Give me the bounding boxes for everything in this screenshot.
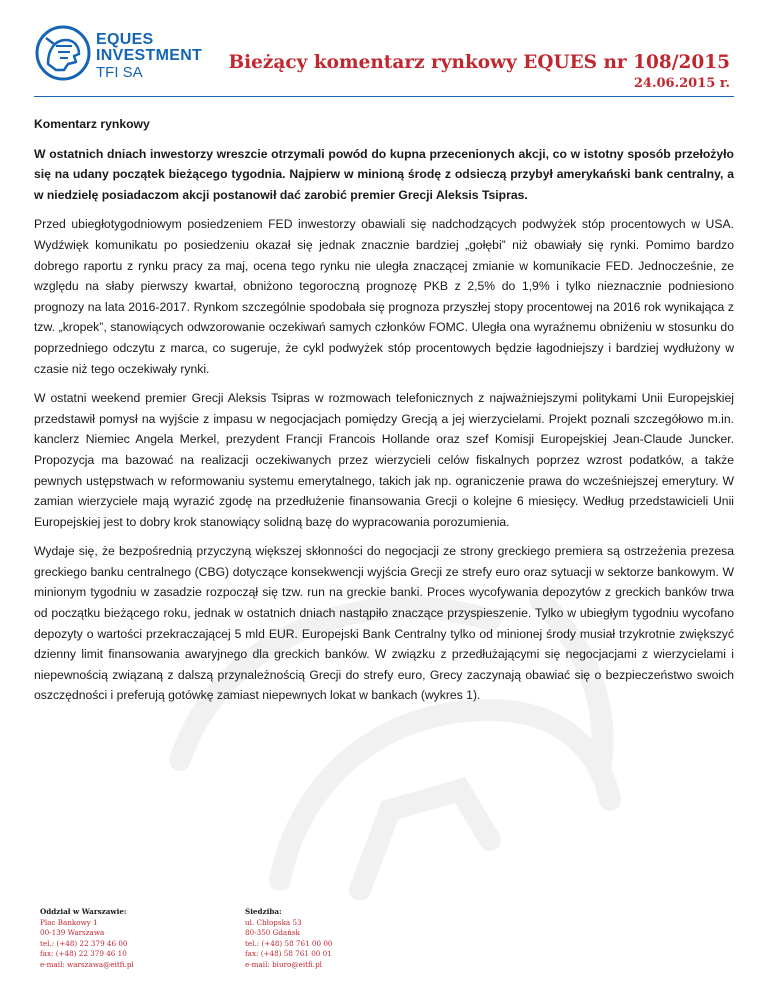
footer-hq-phone: tel.: (+48) 58 761 00 00 bbox=[245, 938, 333, 948]
knight-helmet-icon bbox=[34, 24, 92, 82]
logo-text-eques: EQUES bbox=[96, 31, 154, 48]
paragraph-greece-proposal: W ostatni weekend premier Grecji Aleksis Tsipras w rozmowach telefonicznych z najważniejszymi politykami Unii Europejskiej przedstawił pomysł na wyjście z impasu w negocjacjach pomiędzy Grecją a jej wierzycielami. Projekt poznali szczegółowo m.in. kanclerz Niemiec Angela Merkel, prezydent Francji Francois Hollande oraz szef Komisji Europejskiej Jean-Claude Juncker. Propozycja ma bazować na realizacji oczekiwanych przez wierzycieli celów fiskalnych poprzez wzrost podatków, a także pewnych ustępstwach w reformowaniu systemu emerytalnego, takich jak np. ograniczenie prawa do wcześniejszej emerytury. W zamian wierzyciele mają wyrazić zgodę na przedłużenie finansowania Grecji o kolejne 6 miesięcy. Według przedstawicieli Unii Europejskiej jest to dobry krok stanowiący solidną bazę do wypracowania porozumienia. bbox=[34, 391, 734, 529]
header-divider bbox=[34, 96, 734, 97]
footer-warsaw-office bbox=[40, 907, 134, 970]
logo-text-investment: INVESTMENT bbox=[96, 47, 203, 64]
paragraph-greek-banks: Wydaje się, że bezpośrednią przyczyną większej skłonności do negocjacji ze strony greckiego premiera są ostrzeżenia prezesa greckiego banku centralnego (CBG) dotyczące konsekwencji wyjścia Grecji ze strefy euro oraz sytuacji w sektorze bankowym. W minionym tygodniu w zasadzie rozpoczął się tzw. run na greckie banki. Proces wycofywania depozytów z greckich banków trwa od początku bieżącego roku, jednak w ostatnich dniach nastąpiło znaczące przyspieszenie. Tylko w ubiegłym tygodniu wycofano depozyty o wartości przekraczającej 5 mld EUR. Europejski Bank Centralny tylko od minionej środy musiał trzykrotnie zwiększyć dzienny limit finansowania awaryjnego dla greckich banków. W związku z przedłużającymi się negocjacjami z wierzycielami i niepewnością związaną z dalszą przynależnością Grecji do strefy euro, Grecy zaczynają obawiać się o bezpieczeństwo swoich oszczędności i preferują gotówkę zamiast niepewnych lokat w bankach (wykres 1). bbox=[34, 544, 734, 703]
section-title: Komentarz rynkowy bbox=[34, 117, 150, 131]
footer-hq-fax: fax: (+48) 58 761 00 01 bbox=[245, 949, 332, 958]
footer-warsaw-street: Plac Bankowy 1 bbox=[40, 917, 98, 927]
logo-text-tfi: TFI SA bbox=[96, 64, 143, 81]
footer-warsaw-city: 00-139 Warszawa bbox=[40, 928, 105, 937]
article-body bbox=[34, 114, 734, 715]
document-title: Bieżący komentarz rynkowy EQUES nr 108/2015 bbox=[228, 52, 730, 73]
footer-hq-city: 80-350 Gdańsk bbox=[245, 928, 300, 937]
footer-warsaw-phone: tel.: (+48) 22 379 46 00 bbox=[40, 938, 128, 948]
footer-hq-email[interactable]: e-mail: biuro@eitfi.pl bbox=[245, 959, 322, 969]
lead-paragraph: W ostatnich dniach inwestorzy wreszcie otrzymali powód do kupna przecenionych akcji, co w istotny sposób przełożyło się na udany początek bieżącego tygodnia. Najpierw w minioną środę z odsieczą przybył amerykański bank centralny, a w niedzielę posiadaczom akcji postanowił dać zarobić premier Grecji Aleksis Tsipras. bbox=[34, 146, 734, 202]
company-logo bbox=[34, 24, 224, 84]
document-date: 24.06.2015 r. bbox=[633, 76, 730, 91]
footer-warsaw-email[interactable]: e-mail: warszawa@eitfi.pl bbox=[40, 959, 134, 969]
footer-hq-heading: Siedziba: bbox=[245, 907, 282, 916]
footer-headquarters bbox=[245, 907, 333, 970]
footer-warsaw-heading: Oddział w Warszawie: bbox=[40, 907, 127, 916]
footer-warsaw-fax: fax: (+48) 22 379 46 10 bbox=[40, 949, 127, 958]
footer-hq-street: ul. Chłopska 53 bbox=[245, 917, 302, 927]
paragraph-fed: Przed ubiegłotygodniowym posiedzeniem FED inwestorzy obawiali się nadchodzących podwyżek stóp procentowych w USA. Wydźwięk komunikatu po posiedzeniu okazał się jednak znacznie bardziej „gołębi” niż obawiały się rynki. Pomimo bardzo dobrego raportu z rynku pracy za maj, ocena tego rynku nie uległa znaczącej zmianie w komunikacie FED. Jednocześnie, ze względu na słaby pierwszy kwartał, obniżono tegoroczną prognozę PKB z 2,5% do 1,9% i tylko nieznacznie podniesiono prognozy na lata 2016-2017. Rynkom szczególnie spodobała się prognoza przyszłej stopy procentowej na 2016 rok wynikająca z tzw. „kropek”, stanowiących odwzorowanie oczekiwań samych członków FOMC. Uległa ona wyraźnemu obniżeniu w stosunku do poprzedniego odczytu z marca, co sugeruje, że cykl podwyżek stóp procentowych będzie łagodniejszy i bardziej wydłużony w czasie niż tego oczekiwały rynki. bbox=[34, 217, 734, 376]
